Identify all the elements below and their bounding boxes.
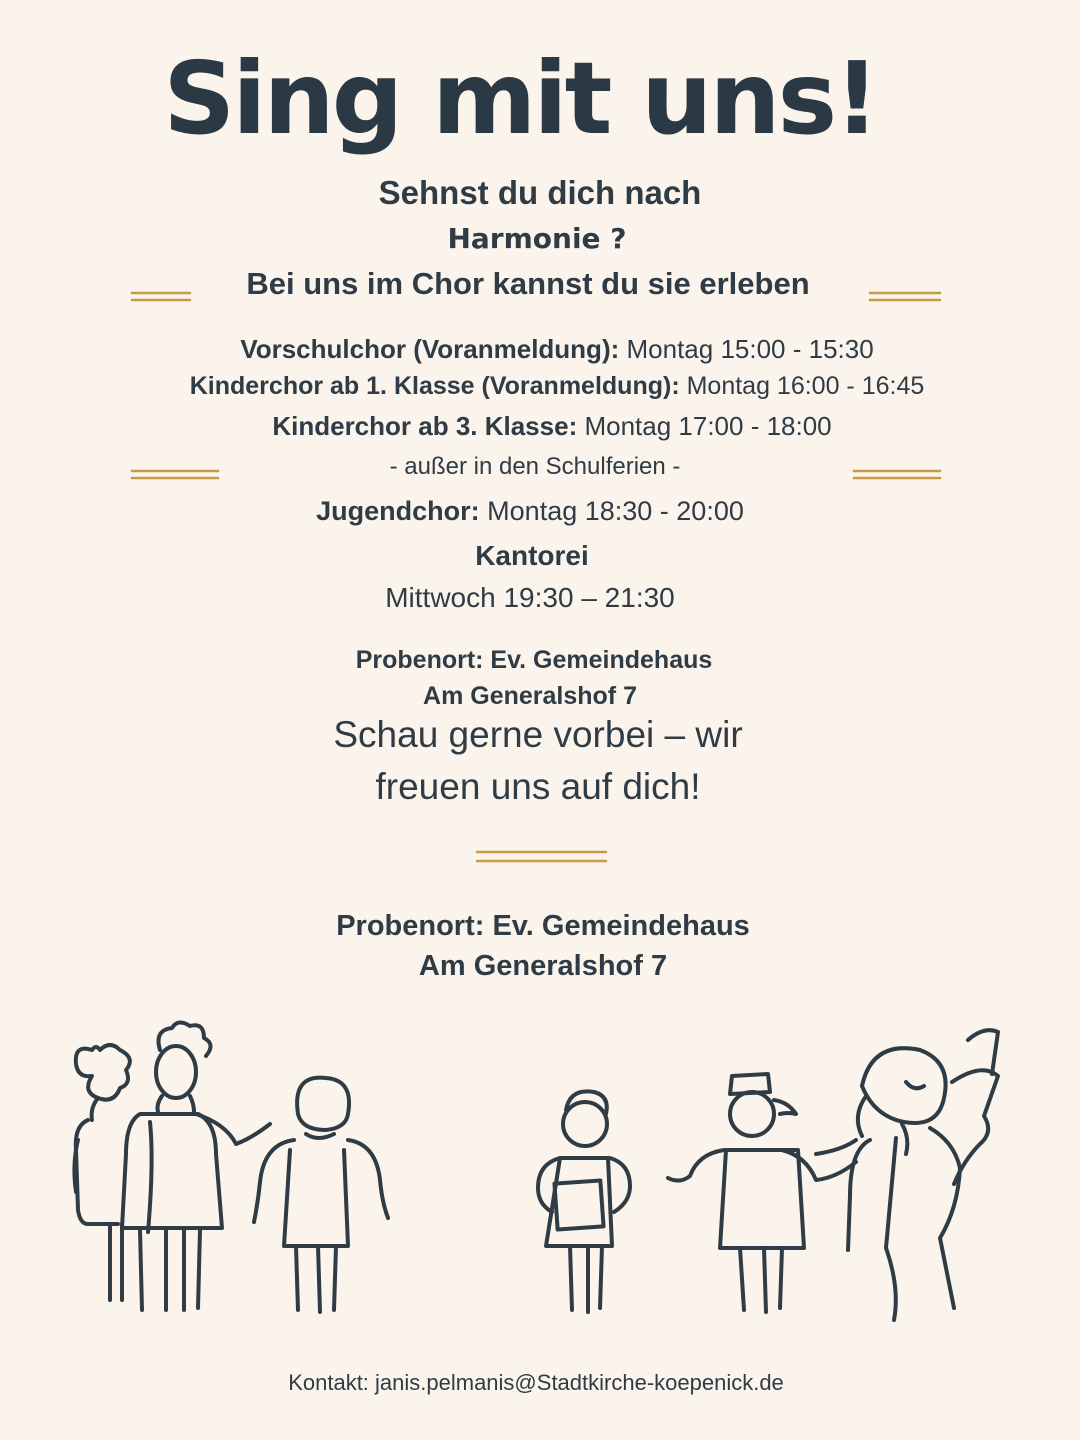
contact-email[interactable]: Kontakt: janis.pelmanis@Stadtkirche-koepenick.de <box>288 1370 784 1395</box>
schedule-row-preschool <box>17 334 1080 365</box>
divider-right-2 <box>852 468 944 482</box>
divider-right-1 <box>868 290 944 304</box>
schedule-label: Kinderchor ab 3. Klasse: <box>272 411 578 441</box>
kantorei-label: Kantorei <box>475 540 589 571</box>
divider-left-2 <box>130 468 222 482</box>
schedule-row-kids-1 <box>17 372 1080 401</box>
intro-line-3: Bei uns im Chor kannst du sie erleben <box>246 266 810 301</box>
person-tall-man-drawing <box>122 1022 270 1310</box>
poster-title: Sing mit uns! <box>163 40 877 157</box>
schedule-label: Jugendchor: <box>316 496 480 526</box>
schedule-time: Montag 15:00 - 15:30 <box>626 334 874 364</box>
intro-line-1: Sehnst du dich nach <box>378 174 702 211</box>
invite-line-1: Schau gerne vorbei – wir <box>333 714 743 755</box>
schedule-time: Montag 17:00 - 18:00 <box>584 411 832 441</box>
person-curly-hair-drawing <box>74 1045 129 1300</box>
divider-center <box>474 849 610 865</box>
choir-people-illustration <box>0 1010 1080 1330</box>
schedule-time: Montag 16:00 - 16:45 <box>686 372 925 400</box>
location-2-line-1: Probenort: Ev. Gemeindehaus <box>336 910 750 942</box>
person-long-hair-singing-drawing <box>816 1030 998 1320</box>
person-child-with-sheet-drawing <box>538 1091 630 1312</box>
invite-line-2: freuen uns auf dich! <box>375 766 701 807</box>
kantorei-time: Mittwoch 19:30 – 21:30 <box>385 582 675 613</box>
schedule-label: Kinderchor ab 1. Klasse (Voranmeldung): <box>189 372 680 400</box>
intro-line-2: Harmonie ? <box>447 222 627 255</box>
location-1-line-1: Probenort: Ev. Gemeindehaus <box>355 646 713 674</box>
schedule-row-youth <box>0 496 1070 527</box>
schedule-label: Vorschulchor (Voranmeldung): <box>240 334 620 364</box>
person-with-cap-drawing <box>668 1074 856 1312</box>
holiday-note: - außer in den Schulferien - <box>389 453 681 480</box>
person-bob-hair-drawing <box>254 1078 388 1312</box>
location-1-line-2: Am Generalshof 7 <box>423 682 637 710</box>
schedule-time: Montag 18:30 - 20:00 <box>487 496 744 526</box>
schedule-row-kids-3 <box>12 411 1080 442</box>
location-2-line-2: Am Generalshof 7 <box>418 950 668 982</box>
divider-left-1 <box>130 290 194 304</box>
